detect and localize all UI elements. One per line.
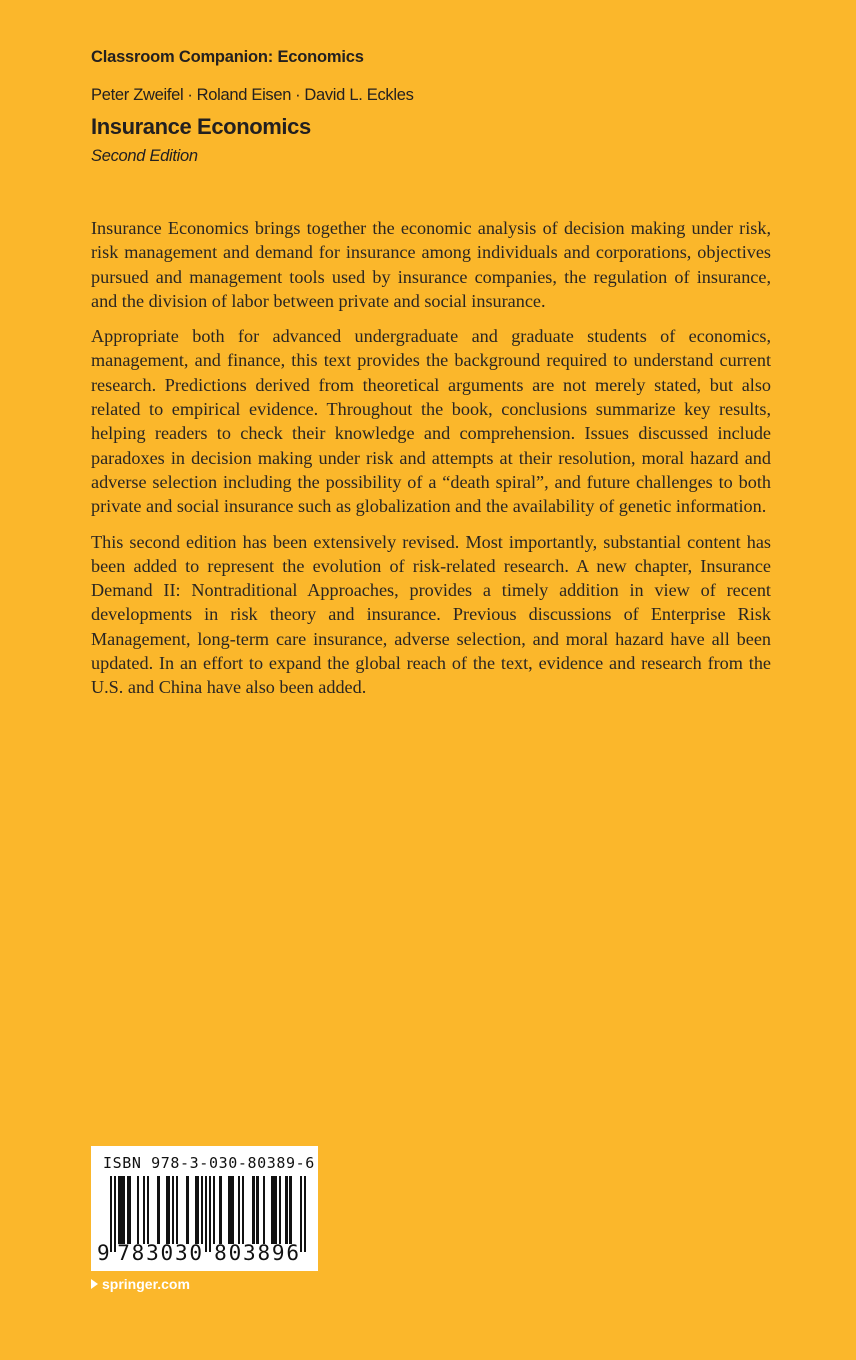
barcode-digit: 3 xyxy=(174,1241,188,1265)
barcode-bar xyxy=(219,1176,221,1244)
barcode-bar xyxy=(168,1176,170,1244)
barcode-bar xyxy=(129,1176,131,1244)
barcode-bar xyxy=(289,1176,291,1244)
barcode-bars xyxy=(110,1176,306,1244)
isbn-barcode xyxy=(91,1146,318,1271)
barcode-bar xyxy=(147,1176,149,1244)
barcode-digit: 9 xyxy=(271,1241,285,1265)
barcode-digit: 8 xyxy=(257,1241,271,1265)
barcode-bar xyxy=(232,1176,234,1244)
barcode-bar xyxy=(172,1176,174,1244)
isbn-label: ISBN 978-3-030-80389-6 xyxy=(103,1154,315,1172)
barcode-digit: 8 xyxy=(214,1241,227,1265)
barcode-bar xyxy=(201,1176,203,1244)
barcode-digit: 0 xyxy=(160,1241,174,1265)
book-title: Insurance Economics xyxy=(91,114,311,139)
barcode-digit: 8 xyxy=(131,1241,145,1265)
barcode-bar xyxy=(186,1176,188,1244)
author-name: Roland Eisen xyxy=(196,86,292,104)
barcode-bar xyxy=(137,1176,139,1244)
barcode-bar xyxy=(213,1176,215,1244)
barcode-digit: 0 xyxy=(189,1241,203,1265)
author-name: David L. Eckles xyxy=(304,86,414,104)
series-name: Classroom Companion: Economics xyxy=(91,48,364,66)
barcode-bar xyxy=(122,1176,124,1244)
barcode-digit: 9 xyxy=(97,1241,110,1265)
barcode-digit: 0 xyxy=(228,1241,242,1265)
barcode-bar xyxy=(275,1176,277,1244)
edition-label: Second Edition xyxy=(91,147,198,165)
book-description xyxy=(91,216,771,711)
barcode-bar xyxy=(285,1176,287,1244)
barcode-digit: 3 xyxy=(243,1241,256,1265)
barcode-bar xyxy=(176,1176,178,1244)
author-name: Peter Zweifel xyxy=(91,86,184,104)
author-separator: · xyxy=(187,86,193,104)
author-list xyxy=(91,86,414,105)
description-paragraph: Insurance Economics brings together the economic analysis of decision making under risk, risk management and demand for insurance among individuals and corporations, objectives pursued and management tools used by insurance companies, the regulation of insurance, and the division of labor between private and social insurance. xyxy=(91,218,771,311)
barcode-digit: 6 xyxy=(286,1241,300,1265)
barcode-bar xyxy=(256,1176,258,1244)
description-paragraph: Appropriate both for advanced undergraduate and graduate students of economics, management, and finance, this text provides the background required to understand current research. Predictions derived from theoretical arguments are not merely stated, but also related to empirical evidence. Throughout the book, conclusions summarize key results, helping readers to check their knowledge and comprehension. Issues discussed include paradoxes in decision making under risk and attempts at their resolution, moral hazard and adverse selection including the possibility of a “death spiral”, and future challenges to both private and social insurance such as globalization and the availability of genetic information. xyxy=(91,326,771,517)
publisher-link[interactable] xyxy=(91,1276,190,1292)
barcode-digit: 7 xyxy=(117,1241,130,1265)
play-triangle-icon xyxy=(91,1279,98,1289)
publisher-url: springer.com xyxy=(102,1276,190,1292)
barcode-digits xyxy=(97,1241,312,1267)
barcode-bar xyxy=(143,1176,145,1244)
barcode-bar xyxy=(238,1176,240,1244)
barcode-bar xyxy=(263,1176,265,1244)
barcode-bar xyxy=(279,1176,281,1244)
barcode-bar xyxy=(157,1176,159,1244)
author-separator: · xyxy=(295,86,301,104)
barcode-bar xyxy=(252,1176,254,1244)
barcode-bar xyxy=(197,1176,199,1244)
barcode-digit: 3 xyxy=(146,1241,159,1265)
barcode-bar xyxy=(242,1176,244,1244)
description-paragraph: This second edition has been extensively revised. Most importantly, substantial content has been added to represent the evolution of risk-related research. A new chapter, Insurance Demand II: Nontraditional Approaches, provides a timely addition in view of recent developments in risk theory and insurance. Previous discussions of Enterprise Risk Management, long-term care insurance, adverse selection, and moral hazard have all been updated. In an effort to expand the global reach of the text, evidence and research from the U.S. and China have also been added. xyxy=(91,531,771,698)
